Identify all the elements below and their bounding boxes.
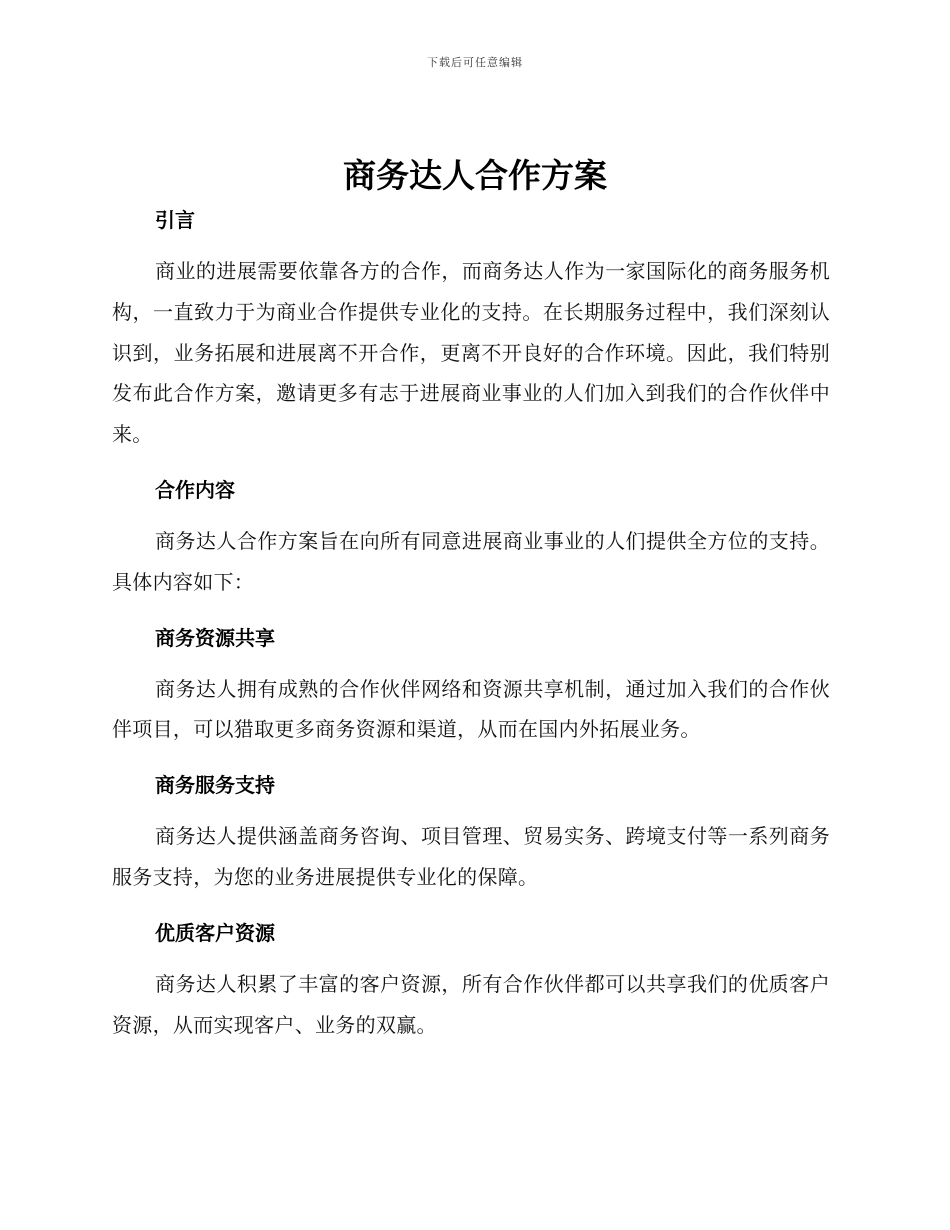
section-paragraph-service-support: 商务达人提供涵盖商务咨询、项目管理、贸易实务、跨境支付等一系列商务服务支持，为您的业务进展提供专业化的保障。: [112, 824, 830, 889]
document-title: 商务达人合作方案: [343, 156, 607, 195]
section-heading-cooperation-content: 合作内容: [155, 477, 235, 502]
section-paragraph-intro: 商业的进展需要依靠各方的合作，而商务达人作为一家国际化的商务服务机构，一直致力于为商业合作提供专业化的支持。在长期服务过程中，我们深刻认识到，业务拓展和进展离不开合作，更离不开良好的合作环境。因此，我们特别发布此合作方案，邀请更多有志于进展商业事业的人们加入到我们的合作伙伴中来。: [112, 259, 830, 447]
page-header-note: 下载后可任意编辑: [427, 56, 523, 69]
section-paragraph-customer-resources: 商务达人积累了丰富的客户资源，所有合作伙伴都可以共享我们的优质客户资源，从而实现客户、业务的双赢。: [112, 971, 830, 1037]
section-paragraph-cooperation-content: 商务达人合作方案旨在向所有同意进展商业事业的人们提供全方位的支持。具体内容如下：: [112, 528, 830, 594]
section-paragraph-resource-sharing: 商务达人拥有成熟的合作伙伴网络和资源共享机制，通过加入我们的合作伙伴项目，可以猎取更多商务资源和渠道，从而在国内外拓展业务。: [112, 676, 830, 742]
section-heading-customer-resources: 优质客户资源: [155, 920, 275, 945]
section-heading-intro: 引言: [155, 208, 195, 232]
section-heading-resource-sharing: 商务资源共享: [155, 625, 275, 650]
section-heading-service-support: 商务服务支持: [155, 773, 275, 798]
document-body: [112, 200, 830, 1050]
